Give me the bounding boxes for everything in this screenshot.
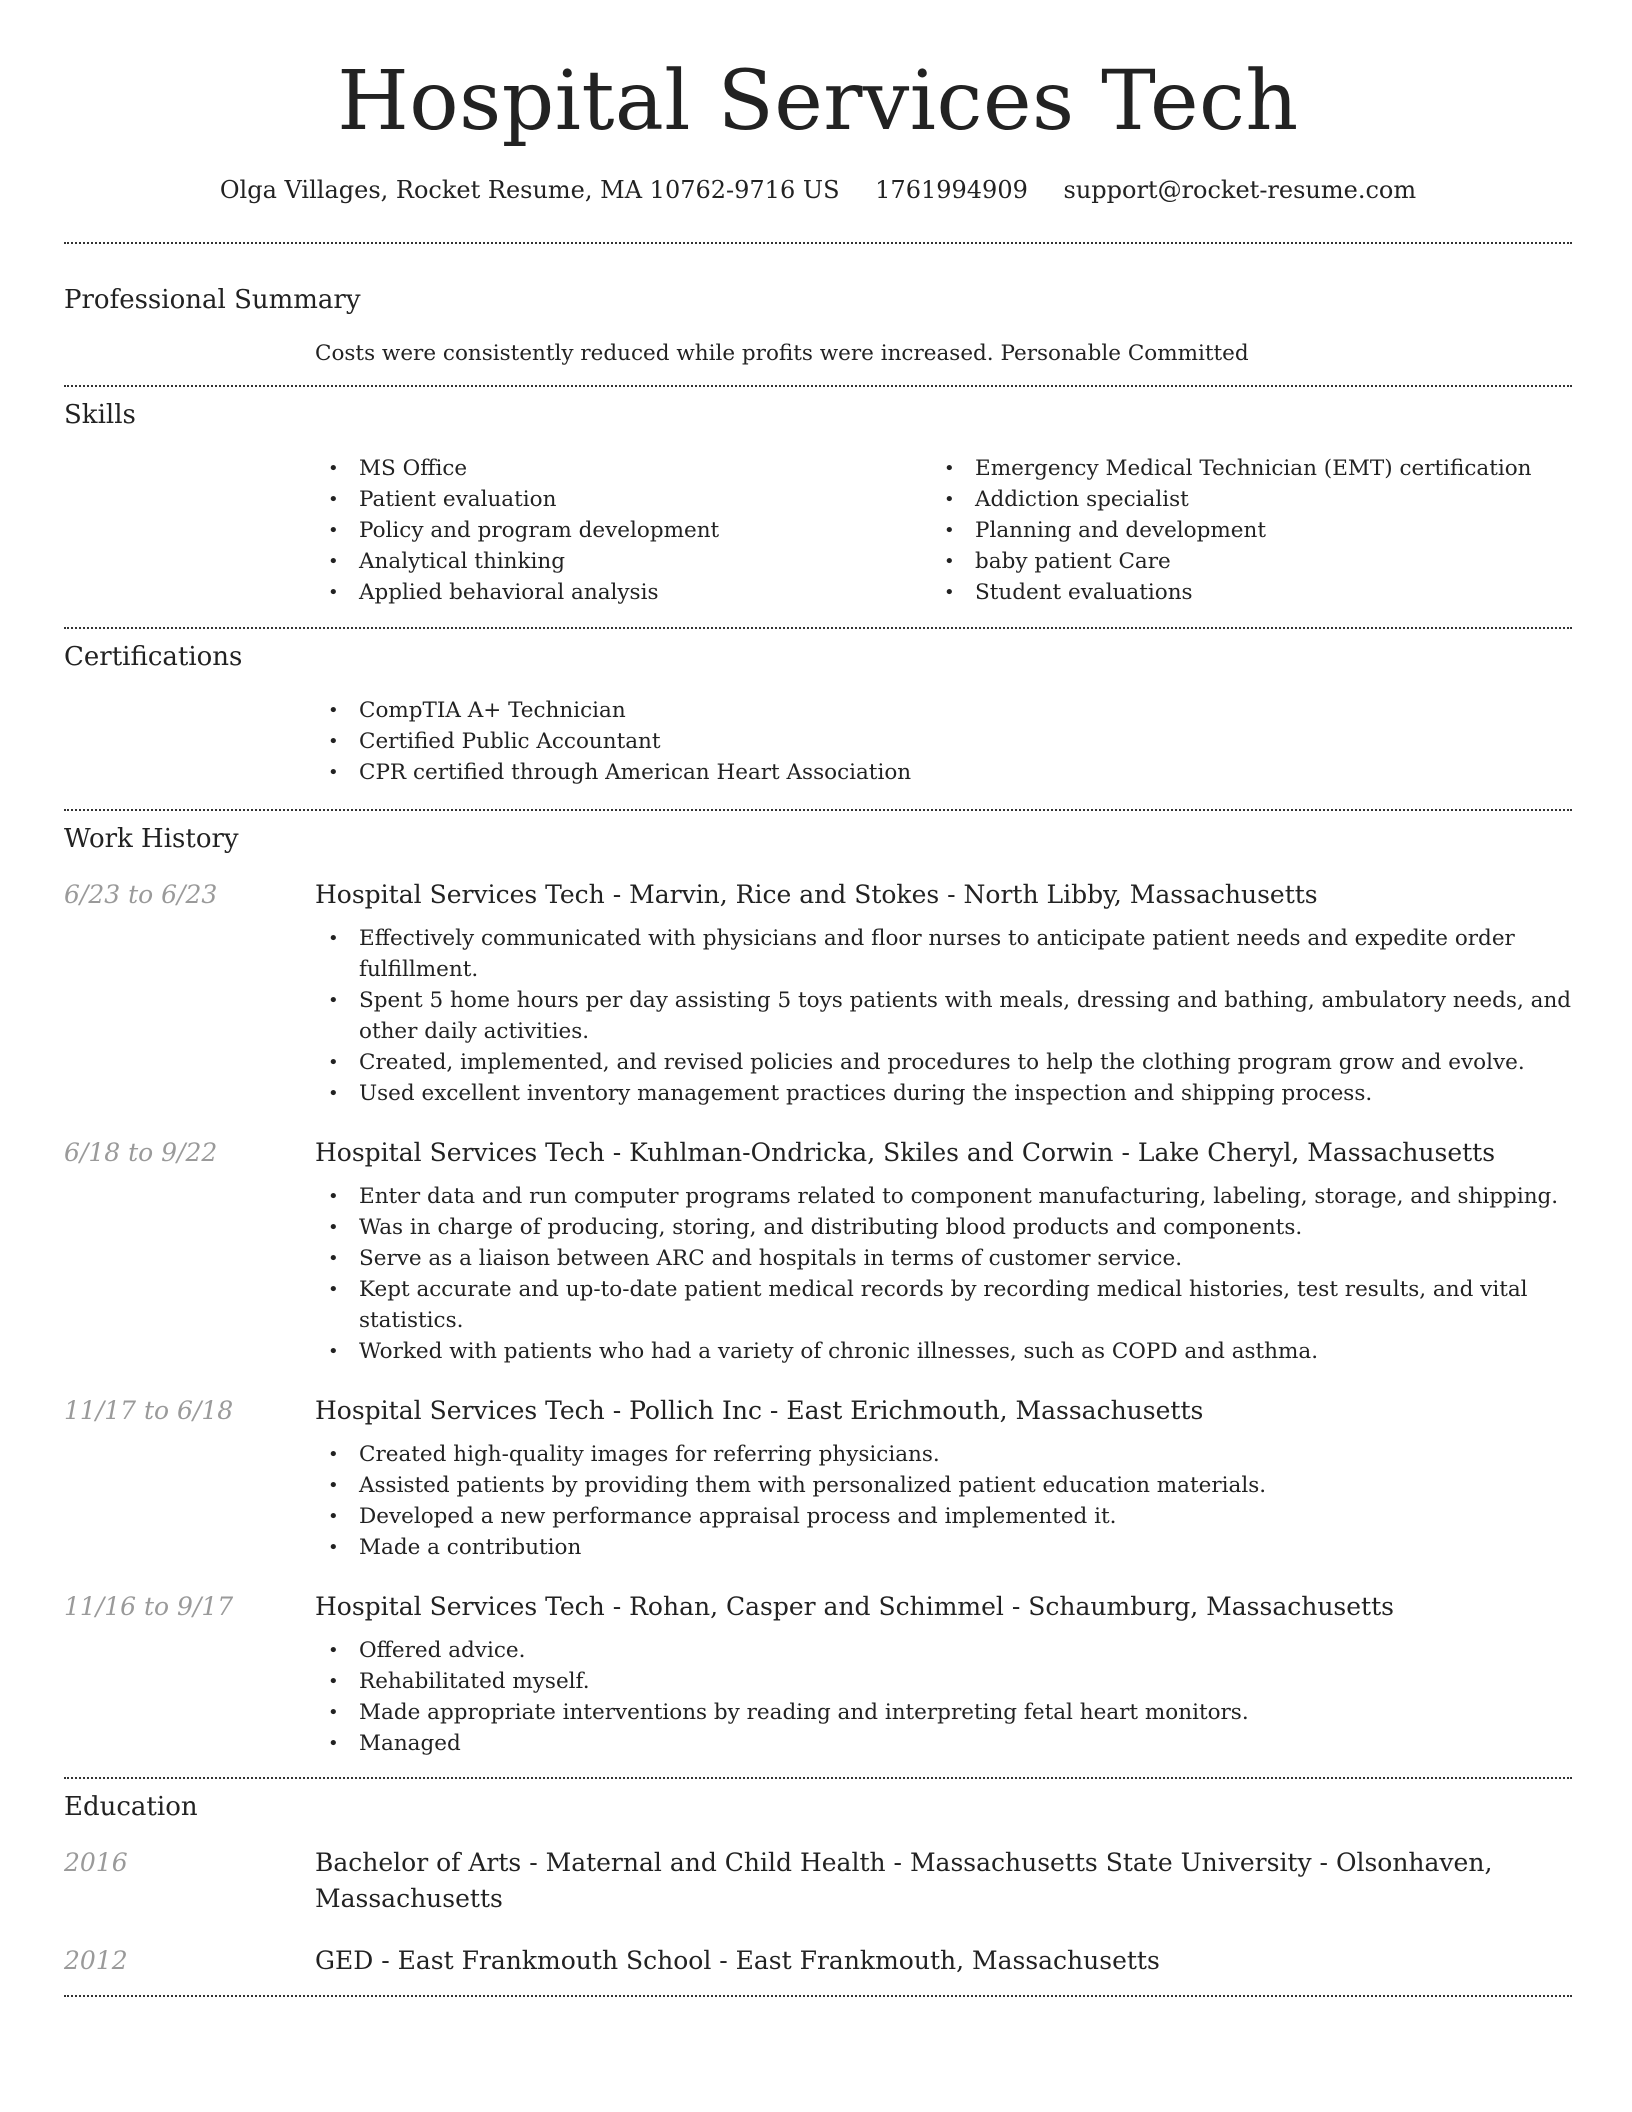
job-bullet: • Made appropriate interventions by reading and interpreting fetal heart monitors. [315,1697,1572,1728]
section-title-summary: Professional Summary [64,285,361,315]
job-bullets [315,1635,1572,1759]
contact-line [64,172,1572,208]
skill-item: • Analytical thinking [315,546,931,577]
job-date: 11/17 to 6/18 [64,1396,234,1425]
skill-item: • MS Office [315,453,931,484]
job-bullet: • Spent 5 home hours per day assisting 5 toys patients with meals, dressing and bathing, ambulatory needs, and other daily activities. [315,985,1572,1047]
summary-text: Costs were consistently reduced while profits were increased. Personable Committed [315,341,1249,366]
job-bullet: • Kept accurate and up-to-date patient medical records by recording medical histories, test results, and vital statistics. [315,1274,1572,1336]
education-list [64,1845,1572,1979]
job-bullet: • Developed a new performance appraisal process and implemented it. [315,1501,1572,1532]
skill-item: • Student evaluations [931,577,1547,608]
skill-item: • Applied behavioral analysis [315,577,931,608]
job-bullets [315,1181,1572,1367]
certification-item: • Certified Public Accountant [315,726,1572,757]
work-section [64,821,1572,1759]
job-bullet: • Worked with patients who had a variety of chronic illnesses, such as COPD and asthma. [315,1336,1572,1367]
job-bullets [315,923,1572,1109]
divider [64,627,1572,629]
skills-list-left [315,453,931,608]
job-title: Hospital Services Tech - Kuhlman-Ondricka, Skiles and Corwin - Lake Cheryl, Massachusetts [315,1138,1496,1167]
certifications-section [64,639,1572,788]
education-entry [64,1943,1572,1979]
job-bullet: • Created high-quality images for referring physicians. [315,1439,1572,1470]
job-date: 11/16 to 9/17 [64,1592,234,1621]
section-title-work: Work History [64,824,239,854]
skills-list-right [931,453,1547,608]
education-date: 2012 [64,1946,128,1975]
job-details [315,1393,1572,1563]
job-bullet: • Used excellent inventory management practices during the inspection and shipping process. [315,1078,1572,1109]
certification-item: • CPR certified through American Heart Association [315,757,1572,788]
job-bullets [315,1439,1572,1563]
job-bullet: • Made a contribution [315,1532,1572,1563]
contact-email: support@rocket-resume.com [1063,176,1417,204]
skill-item: • Emergency Medical Technician (EMT) certification [931,453,1547,484]
job-details [315,1135,1572,1367]
divider [64,1995,1572,1997]
divider [64,385,1572,387]
education-date: 2016 [64,1848,128,1877]
resume-page [64,0,1572,1997]
section-title-education: Education [64,1792,198,1822]
job-title: Hospital Services Tech - Rohan, Casper and Schimmel - Schaumburg, Massachusetts [315,1592,1394,1621]
skill-item: • Addiction specialist [931,484,1547,515]
divider [64,242,1572,244]
section-title-skills: Skills [64,400,136,430]
job-title: Hospital Services Tech - Marvin, Rice and Stokes - North Libby, Massachusetts [315,880,1318,909]
job-date: 6/18 to 9/22 [64,1138,218,1167]
skill-item: • Planning and development [931,515,1547,546]
section-title-certifications: Certifications [64,642,243,672]
job-details [315,1589,1572,1759]
education-title: Bachelor of Arts - Maternal and Child Health - Massachusetts State University - Olsonhaven, Massachusetts [315,1848,1493,1913]
job-title: Hospital Services Tech - Pollich Inc - East Erichmouth, Massachusetts [315,1396,1204,1425]
job-date: 6/23 to 6/23 [64,880,218,909]
job-details [315,877,1572,1109]
divider [64,809,1572,811]
job-bullet: • Rehabilitated myself. [315,1666,1572,1697]
job-bullet: • Offered advice. [315,1635,1572,1666]
job-bullet: • Managed [315,1728,1572,1759]
job-bullet: • Enter data and run computer programs related to component manufacturing, labeling, storage, and shipping. [315,1181,1572,1212]
certifications-list [315,695,1572,788]
job-bullet: • Serve as a liaison between ARC and hospitals in terms of customer service. [315,1243,1572,1274]
skills-section [64,397,1572,608]
skill-item: • Policy and program development [315,515,931,546]
skill-item: • Patient evaluation [315,484,931,515]
resume-name: Hospital Services Tech [337,54,1299,149]
skill-item: • baby patient Care [931,546,1547,577]
education-title: GED - East Frankmouth School - East Frankmouth, Massachusetts [315,1946,1160,1975]
contact-address: Olga Villages, Rocket Resume, MA 10762-9716 US [219,176,840,204]
job-bullet: • Assisted patients by providing them with personalized patient education materials. [315,1470,1572,1501]
job-entry [64,1589,1572,1759]
job-entry [64,877,1572,1109]
job-bullet: • Was in charge of producing, storing, and distributing blood products and components. [315,1212,1572,1243]
divider [64,1777,1572,1779]
summary-section [64,282,1572,369]
jobs-list [64,877,1572,1759]
contact-phone: 1761994909 [875,176,1028,204]
job-bullet: • Created, implemented, and revised policies and procedures to help the clothing program grow and evolve. [315,1047,1572,1078]
education-entry [64,1845,1572,1917]
job-entry [64,1135,1572,1367]
job-entry [64,1393,1572,1563]
job-bullet: • Effectively communicated with physicians and floor nurses to anticipate patient needs and expedite order fulfillment. [315,923,1572,985]
education-section [64,1789,1572,1979]
skills-grid [315,453,1572,608]
certification-item: • CompTIA A+ Technician [315,695,1572,726]
